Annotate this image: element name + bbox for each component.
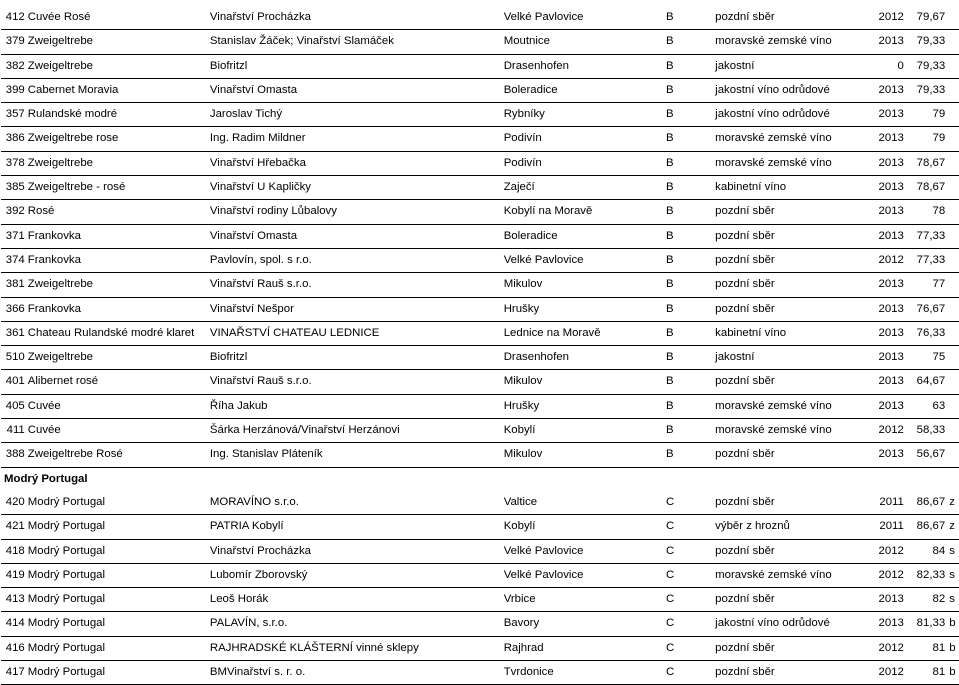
cell-category: B [664, 443, 713, 467]
cell-predicate: pozdní sběr [713, 443, 861, 467]
cell-producer: Vinařství Rauš s.r.o. [208, 370, 502, 394]
cell-vintage: 0 [861, 54, 906, 78]
cell-sample-number: 419 [1, 563, 26, 587]
cell-predicate: kabinetní víno [713, 176, 861, 200]
cell-sample-number: 414 [1, 612, 26, 636]
cell-extra: b [947, 661, 959, 685]
cell-extra [947, 248, 959, 272]
cell-score: 81 [906, 636, 947, 660]
cell-sample-number: 421 [1, 515, 26, 539]
cell-producer: Vinařství Procházka [208, 539, 502, 563]
table-row [1, 443, 959, 467]
cell-sample-number: 417 [1, 661, 26, 685]
cell-score: 82,33 [906, 563, 947, 587]
cell-town: Rajhrad [502, 636, 664, 660]
cell-town: Rybníky [502, 103, 664, 127]
table-row [1, 419, 959, 443]
cell-predicate: moravské zemské víno [713, 127, 861, 151]
cell-extra [947, 370, 959, 394]
cell-extra [947, 78, 959, 102]
cell-producer: Šárka Herzánová/Vinařství Herzánovi [208, 419, 502, 443]
cell-town: Hrušky [502, 394, 664, 418]
cell-vintage: 2013 [861, 127, 906, 151]
cell-wine-name: Cabernet Moravia [26, 78, 208, 102]
cell-predicate: výběr z hroznů [713, 515, 861, 539]
cell-score: 79 [906, 127, 947, 151]
cell-vintage: 2013 [861, 151, 906, 175]
cell-sample-number: 418 [1, 539, 26, 563]
cell-town: Mikulov [502, 273, 664, 297]
cell-score: 86,67 [906, 515, 947, 539]
cell-vintage: 2013 [861, 370, 906, 394]
cell-score: 84 [906, 539, 947, 563]
cell-predicate: moravské zemské víno [713, 419, 861, 443]
cell-score: 64,67 [906, 370, 947, 394]
table-row [1, 588, 959, 612]
cell-predicate: pozdní sběr [713, 248, 861, 272]
cell-producer: Vinařství Nešpor [208, 297, 502, 321]
cell-town: Boleradice [502, 224, 664, 248]
table-row [1, 515, 959, 539]
cell-wine-name: Rosé [26, 200, 208, 224]
cell-category: C [664, 491, 713, 515]
table-row [1, 661, 959, 685]
cell-sample-number: 401 [1, 370, 26, 394]
cell-vintage: 2013 [861, 30, 906, 54]
cell-vintage: 2012 [861, 419, 906, 443]
cell-score: 56,67 [906, 443, 947, 467]
table-row [1, 78, 959, 102]
cell-predicate: moravské zemské víno [713, 563, 861, 587]
cell-town: Podivín [502, 127, 664, 151]
cell-producer: RAJHRADSKÉ KLÁŠTERNÍ vinné sklepy [208, 636, 502, 660]
cell-category: B [664, 200, 713, 224]
cell-score: 81,33 [906, 612, 947, 636]
cell-category: C [664, 636, 713, 660]
cell-score: 79 [906, 103, 947, 127]
cell-category: B [664, 6, 713, 30]
cell-predicate: jakostní víno odrůdové [713, 103, 861, 127]
cell-sample-number: 361 [1, 321, 26, 345]
cell-wine-name: Modrý Portugal [26, 661, 208, 685]
cell-predicate: jakostní [713, 54, 861, 78]
cell-score: 77,33 [906, 224, 947, 248]
table-row [1, 176, 959, 200]
cell-score: 81 [906, 661, 947, 685]
cell-score: 78,67 [906, 176, 947, 200]
cell-vintage: 2013 [861, 443, 906, 467]
cell-producer: Vinařství Hřebačka [208, 151, 502, 175]
cell-category: B [664, 176, 713, 200]
cell-town: Zaječí [502, 176, 664, 200]
cell-town: Bavory [502, 612, 664, 636]
cell-predicate: jakostní víno odrůdové [713, 612, 861, 636]
cell-town: Kobylí na Moravě [502, 200, 664, 224]
cell-extra [947, 200, 959, 224]
cell-sample-number: 374 [1, 248, 26, 272]
cell-category: B [664, 346, 713, 370]
table-row [1, 612, 959, 636]
cell-producer: Vinařství rodiny Lůbalovy [208, 200, 502, 224]
table-row [1, 346, 959, 370]
cell-score: 63 [906, 394, 947, 418]
cell-producer: Ing. Radim Mildner [208, 127, 502, 151]
cell-extra [947, 419, 959, 443]
cell-category: B [664, 54, 713, 78]
cell-predicate: pozdní sběr [713, 224, 861, 248]
cell-vintage: 2013 [861, 224, 906, 248]
cell-wine-name: Modrý Portugal [26, 515, 208, 539]
cell-town: Mikulov [502, 370, 664, 394]
cell-category: C [664, 588, 713, 612]
cell-extra: b [947, 636, 959, 660]
cell-vintage: 2013 [861, 612, 906, 636]
cell-vintage: 2012 [861, 6, 906, 30]
cell-category: C [664, 539, 713, 563]
cell-town: Mikulov [502, 443, 664, 467]
cell-category: B [664, 297, 713, 321]
cell-category: B [664, 394, 713, 418]
cell-vintage: 2012 [861, 563, 906, 587]
cell-predicate: pozdní sběr [713, 200, 861, 224]
cell-vintage: 2013 [861, 346, 906, 370]
cell-vintage: 2013 [861, 200, 906, 224]
cell-extra [947, 273, 959, 297]
cell-vintage: 2013 [861, 273, 906, 297]
cell-wine-name: Chateau Rulandské modré klaret [26, 321, 208, 345]
cell-predicate: pozdní sběr [713, 370, 861, 394]
cell-sample-number: 386 [1, 127, 26, 151]
cell-wine-name: Zweigeltrebe Rosé [26, 443, 208, 467]
cell-vintage: 2012 [861, 636, 906, 660]
cell-predicate: pozdní sběr [713, 297, 861, 321]
cell-vintage: 2013 [861, 394, 906, 418]
cell-wine-name: Cuvée [26, 394, 208, 418]
cell-category: B [664, 370, 713, 394]
cell-score: 79,33 [906, 78, 947, 102]
cell-predicate: jakostní [713, 346, 861, 370]
cell-category: B [664, 127, 713, 151]
cell-category: C [664, 661, 713, 685]
cell-town: Velké Pavlovice [502, 248, 664, 272]
cell-wine-name: Zweigeltrebe [26, 30, 208, 54]
cell-sample-number: 379 [1, 30, 26, 54]
cell-producer: Stanislav Žáček; Vinařství Slamáček [208, 30, 502, 54]
cell-vintage: 2013 [861, 103, 906, 127]
cell-extra [947, 103, 959, 127]
cell-vintage: 2013 [861, 321, 906, 345]
cell-sample-number: 357 [1, 103, 26, 127]
table-row [1, 273, 959, 297]
cell-predicate: pozdní sběr [713, 491, 861, 515]
cell-producer: PATRIA Kobylí [208, 515, 502, 539]
cell-score: 58,33 [906, 419, 947, 443]
cell-sample-number: 510 [1, 346, 26, 370]
cell-extra [947, 54, 959, 78]
cell-producer: MORAVÍNO s.r.o. [208, 491, 502, 515]
cell-wine-name: Rulandské modré [26, 103, 208, 127]
cell-category: C [664, 515, 713, 539]
cell-extra [947, 6, 959, 30]
cell-category: B [664, 273, 713, 297]
cell-wine-name: Cuvée Rosé [26, 6, 208, 30]
cell-sample-number: 366 [1, 297, 26, 321]
cell-extra [947, 297, 959, 321]
cell-score: 79,67 [906, 6, 947, 30]
cell-extra [947, 151, 959, 175]
cell-wine-name: Alibernet rosé [26, 370, 208, 394]
cell-category: B [664, 103, 713, 127]
cell-town: Moutnice [502, 30, 664, 54]
cell-producer: Leoš Horák [208, 588, 502, 612]
table-row [1, 224, 959, 248]
cell-extra: s [947, 563, 959, 587]
cell-wine-name: Modrý Portugal [26, 539, 208, 563]
cell-sample-number: 392 [1, 200, 26, 224]
cell-vintage: 2013 [861, 78, 906, 102]
table-row [1, 151, 959, 175]
cell-vintage: 2011 [861, 491, 906, 515]
cell-predicate: pozdní sběr [713, 661, 861, 685]
cell-town: Vrbice [502, 588, 664, 612]
cell-sample-number: 416 [1, 636, 26, 660]
cell-town: Hrušky [502, 297, 664, 321]
cell-town: Velké Pavlovice [502, 539, 664, 563]
cell-wine-name: Modrý Portugal [26, 612, 208, 636]
cell-town: Boleradice [502, 78, 664, 102]
cell-predicate: jakostní víno odrůdové [713, 78, 861, 102]
cell-producer: Vinařství Omasta [208, 224, 502, 248]
table-row [1, 563, 959, 587]
cell-wine-name: Frankovka [26, 248, 208, 272]
cell-predicate: pozdní sběr [713, 539, 861, 563]
cell-town: Kobylí [502, 419, 664, 443]
cell-category: B [664, 321, 713, 345]
cell-category: C [664, 563, 713, 587]
cell-score: 79,33 [906, 30, 947, 54]
cell-sample-number: 385 [1, 176, 26, 200]
cell-town: Drasenhofen [502, 346, 664, 370]
table-row [1, 370, 959, 394]
table-row [1, 6, 959, 30]
table-row [1, 539, 959, 563]
cell-wine-name: Frankovka [26, 224, 208, 248]
cell-category: B [664, 151, 713, 175]
table-row [1, 248, 959, 272]
cell-extra [947, 127, 959, 151]
cell-extra [947, 443, 959, 467]
cell-wine-name: Zweigeltrebe [26, 151, 208, 175]
cell-town: Valtice [502, 491, 664, 515]
cell-vintage: 2013 [861, 588, 906, 612]
cell-extra: s [947, 588, 959, 612]
table-row [1, 321, 959, 345]
cell-town: Drasenhofen [502, 54, 664, 78]
cell-score: 77,33 [906, 248, 947, 272]
cell-vintage: 2013 [861, 297, 906, 321]
section-heading: Modrý Portugal [4, 472, 88, 485]
cell-town: Lednice na Moravě [502, 321, 664, 345]
cell-category: C [664, 612, 713, 636]
cell-category: B [664, 78, 713, 102]
cell-town: Velké Pavlovice [502, 563, 664, 587]
cell-sample-number: 371 [1, 224, 26, 248]
cell-score: 78 [906, 200, 947, 224]
table-row [1, 103, 959, 127]
table-row [1, 297, 959, 321]
cell-wine-name: Zweigeltrebe [26, 273, 208, 297]
cell-wine-name: Zweigeltrebe - rosé [26, 176, 208, 200]
cell-category: B [664, 30, 713, 54]
cell-sample-number: 382 [1, 54, 26, 78]
cell-vintage: 2012 [861, 539, 906, 563]
cell-wine-name: Modrý Portugal [26, 491, 208, 515]
cell-predicate: moravské zemské víno [713, 151, 861, 175]
cell-extra [947, 30, 959, 54]
cell-town: Podivín [502, 151, 664, 175]
cell-score: 76,67 [906, 297, 947, 321]
cell-predicate: moravské zemské víno [713, 394, 861, 418]
cell-wine-name: Cuvée [26, 419, 208, 443]
cell-predicate: pozdní sběr [713, 588, 861, 612]
cell-category: B [664, 248, 713, 272]
cell-category: B [664, 224, 713, 248]
cell-sample-number: 378 [1, 151, 26, 175]
cell-producer: BMVinařství s. r. o. [208, 661, 502, 685]
cell-score: 76,33 [906, 321, 947, 345]
cell-extra: z [947, 491, 959, 515]
cell-score: 78,67 [906, 151, 947, 175]
cell-sample-number: 413 [1, 588, 26, 612]
cell-predicate: kabinetní víno [713, 321, 861, 345]
results-table [1, 6, 959, 685]
cell-extra [947, 176, 959, 200]
cell-wine-name: Zweigeltrebe [26, 346, 208, 370]
cell-predicate: pozdní sběr [713, 6, 861, 30]
cell-producer: VINAŘSTVÍ CHATEAU LEDNICE [208, 321, 502, 345]
cell-extra: z [947, 515, 959, 539]
cell-score: 79,33 [906, 54, 947, 78]
cell-category: B [664, 419, 713, 443]
cell-wine-name: Modrý Portugal [26, 636, 208, 660]
cell-extra: b [947, 612, 959, 636]
cell-predicate: moravské zemské víno [713, 30, 861, 54]
cell-vintage: 2011 [861, 515, 906, 539]
table-row [1, 54, 959, 78]
results-table-body [1, 6, 959, 685]
cell-producer: PALAVÍN, s.r.o. [208, 612, 502, 636]
section-heading-row [1, 467, 959, 491]
cell-sample-number: 405 [1, 394, 26, 418]
cell-town: Tvrdonice [502, 661, 664, 685]
table-row [1, 394, 959, 418]
table-row [1, 491, 959, 515]
cell-extra [947, 224, 959, 248]
cell-producer: Pavlovín, spol. s r.o. [208, 248, 502, 272]
cell-predicate: pozdní sběr [713, 273, 861, 297]
cell-vintage: 2013 [861, 176, 906, 200]
cell-wine-name: Zweigeltrebe rose [26, 127, 208, 151]
cell-producer: Vinařství U Kapličky [208, 176, 502, 200]
cell-town: Velké Pavlovice [502, 6, 664, 30]
cell-producer: Ing. Stanislav Pláteník [208, 443, 502, 467]
cell-sample-number: 411 [1, 419, 26, 443]
cell-score: 86,67 [906, 491, 947, 515]
cell-wine-name: Modrý Portugal [26, 563, 208, 587]
cell-producer: Biofritzl [208, 54, 502, 78]
cell-producer: Vinařství Procházka [208, 6, 502, 30]
table-row [1, 127, 959, 151]
table-row [1, 636, 959, 660]
cell-sample-number: 412 [1, 6, 26, 30]
cell-wine-name: Modrý Portugal [26, 588, 208, 612]
cell-extra [947, 394, 959, 418]
cell-sample-number: 381 [1, 273, 26, 297]
cell-extra: s [947, 539, 959, 563]
table-row [1, 200, 959, 224]
cell-score: 75 [906, 346, 947, 370]
cell-sample-number: 388 [1, 443, 26, 467]
cell-vintage: 2012 [861, 661, 906, 685]
cell-sample-number: 420 [1, 491, 26, 515]
cell-producer: Biofritzl [208, 346, 502, 370]
cell-producer: Vinařství Rauš s.r.o. [208, 273, 502, 297]
cell-extra [947, 346, 959, 370]
cell-producer: Jaroslav Tichý [208, 103, 502, 127]
table-row [1, 30, 959, 54]
cell-wine-name: Frankovka [26, 297, 208, 321]
cell-town: Kobylí [502, 515, 664, 539]
cell-predicate: pozdní sběr [713, 636, 861, 660]
cell-score: 82 [906, 588, 947, 612]
cell-producer: Říha Jakub [208, 394, 502, 418]
cell-vintage: 2012 [861, 248, 906, 272]
cell-sample-number: 399 [1, 78, 26, 102]
cell-extra [947, 321, 959, 345]
cell-producer: Lubomír Zborovský [208, 563, 502, 587]
cell-producer: Vinařství Omasta [208, 78, 502, 102]
cell-score: 77 [906, 273, 947, 297]
cell-wine-name: Zweigeltrebe [26, 54, 208, 78]
